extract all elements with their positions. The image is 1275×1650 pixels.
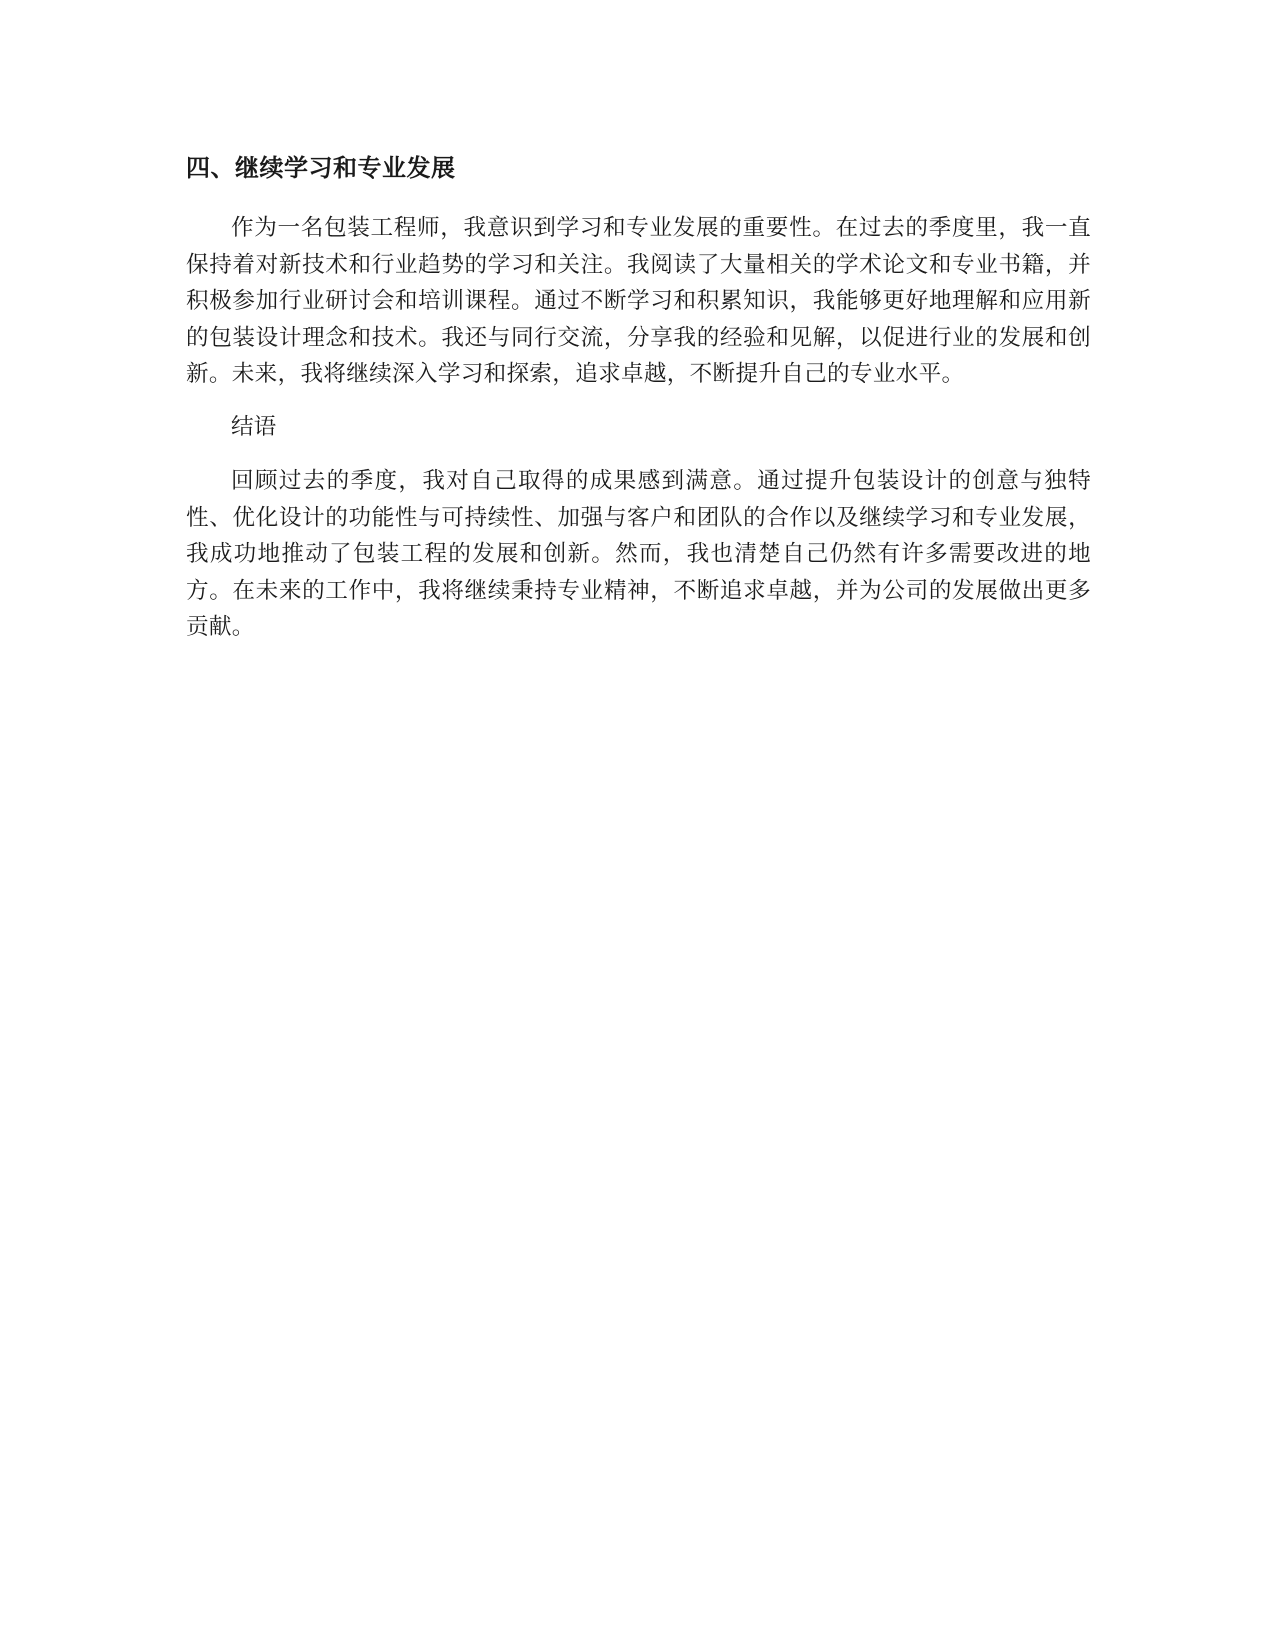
paragraph-conclusion: 回顾过去的季度，我对自己取得的成果感到满意。通过提升包装设计的创意与独特性、优化设计的功能性与可持续性、加强与客户和团队的合作以及继续学习和专业发展，我成功地推动了包装工程的发展和创新。然而，我也清楚自己仍然有许多需要改进的地方。在未来的工作中，我将继续秉持专业精神，不断追求卓越，并为公司的发展做出更多贡献。: [186, 468, 1091, 640]
document-body: [186, 148, 1091, 662]
conclusion-heading: 结语: [231, 413, 277, 440]
section-heading: 四、继续学习和专业发展: [186, 154, 456, 182]
paragraph-learning: 作为一名包装工程师，我意识到学习和专业发展的重要性。在过去的季度里，我一直保持着对新技术和行业趋势的学习和关注。我阅读了大量相关的学术论文和专业书籍，并积极参加行业研讨会和培训课程。通过不断学习和积累知识，我能够更好地理解和应用新的包装设计理念和技术。我还与同行交流，分享我的经验和见解，以促进行业的发展和创新。未来，我将继续深入学习和探索，追求卓越，不断提升自己的专业水平。: [186, 215, 1091, 387]
